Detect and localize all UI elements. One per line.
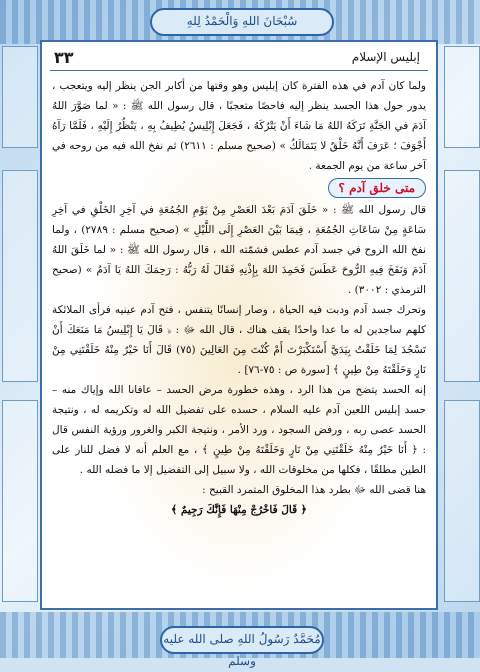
running-title: إبليس الإسلام — [351, 50, 420, 64]
right-ornament-tile — [444, 46, 480, 148]
page-header — [50, 46, 428, 71]
right-calligraphy-tile — [444, 170, 480, 382]
page-number: ٣٣ — [54, 48, 74, 67]
paragraph-5: هنا قضى الله ﷻ بطرد هذا المخلوق المتمرد القبيح : — [202, 484, 426, 496]
book-page — [40, 40, 438, 610]
section-heading-wrap — [52, 176, 426, 200]
left-ornament-tile — [2, 46, 38, 148]
paragraph-1: ولما كان آدم في هذه الفترة كان إبليس وهو وقتها من أكابر الجن ينظر إليه ويتعجب ، يدور حول هذا الجسد ينظر إليه فاحصًا متعجبًا ، قال رسول الله ﷺ : « لما صَوَّرَ اللهُ آدَمَ في الجَنَّةِ تَرَكَهُ اللهُ مَا شَاءَ أَنْ يَتْرُكَهُ ، فَجَعَلَ إِبْلِيسُ يُطِيفُ بِهِ ، يَنْظُرُ إِلَيْهِ ، فَلَمَّا رَآهُ أَجْوَفَ ؛ عَرَفَ أَنَّهُ خَلْقٌ لا يَتَمَالَكُ » (صحيح مسلم : ٢٦١١) ثم نفخ الله فيه من روحه في آخر ساعة من يوم الجمعة . — [52, 80, 426, 172]
left-mosque-tile — [2, 400, 38, 602]
paragraph-4: إنه الحسد يتضح من هذا الرد ، وهذه خطورة مرض الحسد – عافانا الله وإياك منه – حسد إبليس اللعين آدم عليه السلام ، حسده على تفضيل الله له وتكريمه له ، ونتيجة الحسد عصى ربه ، ورفض السجود ، ورد الأمر ، ونتيجة الكبر والغرور ورؤية النفس قال : ﴿ أَنَا خَيْرٌ مِنْهُ خَلَقْتَنِي مِنْ نَارٍ وَخَلَقْتَهُ مِنْ طِينٍ ﴾ ، مع العلم أنه لا فضل للنار على الطين مطلقًا ، فكلها من مخلوقات الله ، ولا سبيل إلى التفضيل إلا ما فضله الله . — [52, 384, 426, 476]
left-calligraphy-tile — [2, 170, 38, 382]
bottom-calligraphy: مُحَمَّدٌ رَسُولُ اللهِ صلى الله عليه وسلم — [163, 632, 321, 668]
closing-verse: ﴿ قَالَ فَاخْرُجْ مِنْهَا فَإِنَّكَ رَجِيمٌ ﴾ — [171, 504, 307, 516]
page-body — [52, 76, 426, 598]
paragraph-3: وتحرك جسد آدم ودبت فيه الحياة ، وصار إنسانًا يتنفس ، فتح آدم عينيه فرأى الملائكة كلهم ساجدين له ما عدا واحدًا يقف هناك ، قال الله ﷻ : ﴿ قَالَ يَا إِبْلِيسُ مَا مَنَعَكَ أَنْ تَسْجُدَ لِمَا خَلَقْتُ بِيَدَيَّ أَسْتَكْبَرْتَ أَمْ كُنْتَ مِنَ العَالِينَ (٧٥) قَالَ أَنَا خَيْرٌ مِنْهُ خَلَقْتَنِي مِنْ نَارٍ وَخَلَقْتَهُ مِنْ طِينٍ ﴾ [سورة ص : ٧٥-٧٦] . — [52, 304, 426, 376]
right-mosque-tile — [444, 400, 480, 602]
bottom-calligraphy-cartouche — [160, 626, 324, 668]
top-calligraphy-cartouche — [150, 8, 334, 36]
section-heading: متى خلق آدم ؟ — [328, 178, 426, 198]
top-calligraphy: سُبْحَانَ اللهِ وَالْحَمْدُ لِلهِ — [186, 14, 298, 28]
paragraph-2: قال رسول الله ﷺ : « خَلَقَ آدَمَ بَعْدَ العَصْرِ مِنْ يَوْمِ الجُمُعَةِ في آخِرِ الخَلْقِ في آخِرِ سَاعَةٍ مِنْ سَاعَاتِ الجُمُعَةِ ، فِيمَا بَيْنَ العَصْرِ إِلَى اللَّيْلِ » (صحيح مسلم : ٢٧٨٩) ، ولما نفخ الله الروح في جسد آدم عطس فشمّته الله ، قال رسول الله ﷺ : « لما خَلَقَ اللهُ آدَمَ وَنَفَخَ فِيهِ الرُّوحَ عَطَسَ فَحَمِدَ اللهَ بِإِذْنِهِ فَقَالَ لَهُ رَبُّهُ : رَحِمَكَ اللهُ يَا آدَمُ » (صحيح الترمذي : ٣٠٠٢) . — [52, 204, 426, 296]
